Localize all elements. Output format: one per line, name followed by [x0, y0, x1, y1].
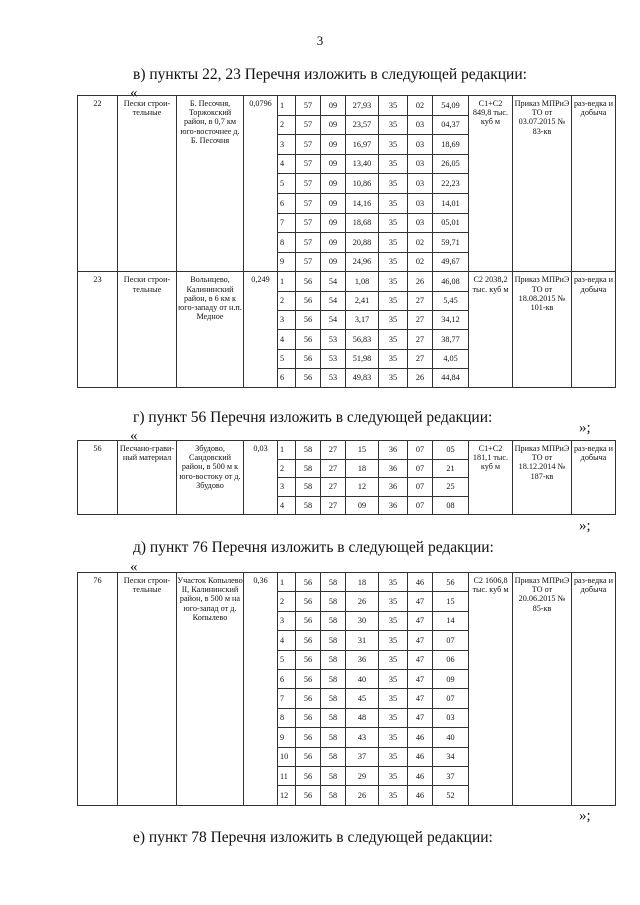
point-number-cell: 2: [278, 115, 296, 135]
lon-min-cell: 27: [408, 330, 433, 349]
section-heading-g: г) пункт 56 Перечня изложить в следующей редакции:: [133, 409, 493, 426]
lon-deg-cell: 35: [379, 330, 408, 349]
lat-min-cell: 58: [321, 631, 346, 650]
lat-min-cell: 58: [321, 650, 346, 669]
section-heading-d: д) пункт 76 Перечня изложить в следующей редакции:: [133, 539, 494, 556]
lon-deg-cell: 35: [379, 272, 408, 291]
lat-deg-cell: 56: [296, 728, 321, 747]
lon-min-cell: 07: [408, 459, 433, 478]
lon-min-cell: 46: [408, 747, 433, 766]
lon-min-cell: 27: [408, 349, 433, 368]
lat-deg-cell: 56: [296, 310, 321, 329]
lon-min-cell: 47: [408, 650, 433, 669]
lat-deg-cell: 56: [296, 650, 321, 669]
lat-sec-cell: 27,93: [346, 96, 379, 116]
lat-min-cell: 09: [321, 193, 346, 213]
point-number-cell: 3: [278, 478, 296, 497]
lat-sec-cell: 15: [346, 441, 379, 460]
entry-number-cell: 23: [78, 272, 118, 388]
lon-sec-cell: 06: [433, 650, 469, 669]
lat-sec-cell: 13,40: [346, 154, 379, 174]
point-number-cell: 1: [278, 441, 296, 460]
lon-sec-cell: 52: [433, 786, 469, 805]
lon-deg-cell: 35: [379, 233, 408, 253]
lon-sec-cell: 07: [433, 689, 469, 708]
lon-min-cell: 03: [408, 174, 433, 194]
table-section-v: [77, 95, 616, 388]
lat-sec-cell: 30: [346, 611, 379, 630]
lat-deg-cell: 56: [296, 291, 321, 310]
section-heading-v: в) пункты 22, 23 Перечня изложить в следующей редакции:: [133, 66, 527, 83]
lat-min-cell: 09: [321, 233, 346, 253]
lat-sec-cell: 49,83: [346, 368, 379, 387]
lat-min-cell: 27: [321, 459, 346, 478]
lat-deg-cell: 57: [296, 174, 321, 194]
lat-min-cell: 58: [321, 766, 346, 785]
lon-sec-cell: 05,01: [433, 213, 469, 233]
lat-sec-cell: 26: [346, 592, 379, 611]
point-number-cell: 8: [278, 708, 296, 727]
point-number-cell: 11: [278, 766, 296, 785]
lon-min-cell: 03: [408, 115, 433, 135]
lat-sec-cell: 20,88: [346, 233, 379, 253]
point-number-cell: 4: [278, 496, 296, 515]
lon-min-cell: 03: [408, 154, 433, 174]
lon-sec-cell: 08: [433, 496, 469, 515]
mineral-cell: Пески строи-тельные: [118, 573, 177, 806]
lat-sec-cell: 1,08: [346, 272, 379, 291]
entry-number-cell: 76: [78, 573, 118, 806]
point-number-cell: 6: [278, 368, 296, 387]
lon-sec-cell: 34,12: [433, 310, 469, 329]
order-cell: Приказ МПРиЭ ТО от 03.07.2015 № 83-кв: [513, 96, 572, 272]
lon-deg-cell: 36: [379, 441, 408, 460]
purpose-cell: раз-ведка и добыча: [572, 573, 616, 806]
lat-min-cell: 09: [321, 135, 346, 155]
point-number-cell: 3: [278, 310, 296, 329]
close-quote-d: »;: [579, 808, 591, 824]
lat-sec-cell: 45: [346, 689, 379, 708]
lat-deg-cell: 56: [296, 631, 321, 650]
point-number-cell: 6: [278, 193, 296, 213]
purpose-cell: раз-ведка и добыча: [572, 441, 616, 515]
lon-sec-cell: 22,23: [433, 174, 469, 194]
lat-min-cell: 27: [321, 441, 346, 460]
point-number-cell: 10: [278, 747, 296, 766]
lon-min-cell: 27: [408, 291, 433, 310]
lon-deg-cell: 36: [379, 478, 408, 497]
lon-deg-cell: 35: [379, 135, 408, 155]
point-number-cell: 1: [278, 573, 296, 592]
lat-deg-cell: 57: [296, 135, 321, 155]
entry-56: [78, 441, 616, 515]
purpose-cell: раз-ведка и добыча: [572, 96, 616, 272]
lon-sec-cell: 03: [433, 708, 469, 727]
reserves-cell: С2 2038,2 тыс. куб м: [469, 272, 513, 388]
lat-deg-cell: 58: [296, 478, 321, 497]
point-number-cell: 7: [278, 689, 296, 708]
lat-sec-cell: 51,98: [346, 349, 379, 368]
point-number-cell: 1: [278, 272, 296, 291]
lon-sec-cell: 49,67: [433, 252, 469, 272]
lat-min-cell: 54: [321, 272, 346, 291]
entry-number-cell: 56: [78, 441, 118, 515]
lon-min-cell: 26: [408, 368, 433, 387]
lat-deg-cell: 56: [296, 689, 321, 708]
lon-deg-cell: 35: [379, 252, 408, 272]
lon-sec-cell: 21: [433, 459, 469, 478]
lon-min-cell: 02: [408, 96, 433, 116]
lat-min-cell: 58: [321, 669, 346, 688]
lon-sec-cell: 54,09: [433, 96, 469, 116]
lat-min-cell: 58: [321, 708, 346, 727]
close-quote-g: »;: [579, 518, 591, 534]
point-number-cell: 3: [278, 611, 296, 630]
lon-deg-cell: 35: [379, 708, 408, 727]
entry-number-cell: 22: [78, 96, 118, 272]
location-cell: Б. Песочня, Торжокский район, в 0,7 км юго-восточнее д. Б. Песочня: [177, 96, 244, 272]
lat-min-cell: 54: [321, 291, 346, 310]
lat-sec-cell: 26: [346, 786, 379, 805]
lat-sec-cell: 18,68: [346, 213, 379, 233]
mineral-cell: Пески строи-тельные: [118, 272, 177, 388]
lat-min-cell: 58: [321, 747, 346, 766]
lat-deg-cell: 56: [296, 708, 321, 727]
lon-sec-cell: 14: [433, 611, 469, 630]
mineral-cell: Пески строи-тельные: [118, 96, 177, 272]
lat-min-cell: 09: [321, 213, 346, 233]
lat-deg-cell: 57: [296, 233, 321, 253]
lon-min-cell: 27: [408, 310, 433, 329]
lat-sec-cell: 16,97: [346, 135, 379, 155]
reserves-cell: С1+С2 181,1 тыс. куб м: [469, 441, 513, 515]
lat-min-cell: 58: [321, 786, 346, 805]
lat-sec-cell: 18: [346, 573, 379, 592]
lat-deg-cell: 56: [296, 573, 321, 592]
lon-sec-cell: 15: [433, 592, 469, 611]
location-cell: Збудово, Сандовский район, в 500 м к юго-востоку от д. Збудово: [177, 441, 244, 515]
lon-deg-cell: 35: [379, 631, 408, 650]
lon-deg-cell: 35: [379, 115, 408, 135]
lon-deg-cell: 35: [379, 154, 408, 174]
point-number-cell: 2: [278, 459, 296, 478]
point-number-cell: 4: [278, 154, 296, 174]
lon-sec-cell: 34: [433, 747, 469, 766]
reserves-cell: С1+С2 849,8 тыс. куб м: [469, 96, 513, 272]
table-row: [78, 272, 616, 291]
lat-sec-cell: 36: [346, 650, 379, 669]
reserves-cell: С2 1606,8 тыс. куб м: [469, 573, 513, 806]
lon-sec-cell: 26,05: [433, 154, 469, 174]
order-cell: Приказ МПРиЭ ТО от 20.06.2015 № 85-кв: [513, 573, 572, 806]
lat-min-cell: 58: [321, 573, 346, 592]
open-quote-d: «: [130, 559, 138, 575]
lon-sec-cell: 59,71: [433, 233, 469, 253]
point-number-cell: 5: [278, 650, 296, 669]
lat-sec-cell: 23,57: [346, 115, 379, 135]
point-number-cell: 9: [278, 728, 296, 747]
point-number-cell: 7: [278, 213, 296, 233]
location-cell: Участок Копылево II, Калининский район, в 500 м на юго-запад от д. Копылево: [177, 573, 244, 806]
entry-23: [78, 272, 616, 388]
location-cell: Вольнцево, Калининский район, в 6 км к юго-западу от н.п. Медное: [177, 272, 244, 388]
entry-76: [78, 573, 616, 806]
lon-deg-cell: 35: [379, 728, 408, 747]
lon-sec-cell: 40: [433, 728, 469, 747]
point-number-cell: 3: [278, 135, 296, 155]
lon-min-cell: 03: [408, 193, 433, 213]
lat-min-cell: 09: [321, 252, 346, 272]
lat-sec-cell: 3,17: [346, 310, 379, 329]
lon-deg-cell: 35: [379, 766, 408, 785]
lon-deg-cell: 35: [379, 174, 408, 194]
lon-sec-cell: 18,69: [433, 135, 469, 155]
lon-min-cell: 03: [408, 135, 433, 155]
lon-min-cell: 47: [408, 708, 433, 727]
lon-min-cell: 02: [408, 252, 433, 272]
lat-sec-cell: 29: [346, 766, 379, 785]
area-cell: 0,36: [244, 573, 278, 806]
lon-deg-cell: 35: [379, 291, 408, 310]
lat-deg-cell: 56: [296, 766, 321, 785]
lon-min-cell: 46: [408, 573, 433, 592]
lon-deg-cell: 35: [379, 786, 408, 805]
lon-deg-cell: 36: [379, 496, 408, 515]
lon-deg-cell: 35: [379, 650, 408, 669]
lon-deg-cell: 35: [379, 349, 408, 368]
lon-sec-cell: 09: [433, 669, 469, 688]
lat-deg-cell: 58: [296, 496, 321, 515]
table-row: [78, 96, 616, 116]
lat-deg-cell: 56: [296, 368, 321, 387]
lat-deg-cell: 57: [296, 96, 321, 116]
lat-sec-cell: 12: [346, 478, 379, 497]
lon-deg-cell: 35: [379, 368, 408, 387]
lat-min-cell: 58: [321, 728, 346, 747]
lat-deg-cell: 56: [296, 272, 321, 291]
lat-deg-cell: 56: [296, 611, 321, 630]
lat-deg-cell: 56: [296, 747, 321, 766]
lat-min-cell: 53: [321, 368, 346, 387]
lat-min-cell: 09: [321, 154, 346, 174]
lon-min-cell: 46: [408, 728, 433, 747]
entry-22: [78, 96, 616, 272]
lon-sec-cell: 56: [433, 573, 469, 592]
lon-deg-cell: 36: [379, 459, 408, 478]
lat-deg-cell: 57: [296, 154, 321, 174]
point-number-cell: 2: [278, 291, 296, 310]
lat-deg-cell: 56: [296, 330, 321, 349]
open-quote-g: «: [130, 428, 138, 444]
lon-sec-cell: 14,01: [433, 193, 469, 213]
lon-min-cell: 02: [408, 233, 433, 253]
lon-min-cell: 07: [408, 496, 433, 515]
mineral-cell: Песчано-грави-ный материал: [118, 441, 177, 515]
lon-sec-cell: 5,45: [433, 291, 469, 310]
section-heading-e: е) пункт 78 Перечня изложить в следующей редакции:: [133, 829, 493, 846]
lat-min-cell: 53: [321, 349, 346, 368]
lon-sec-cell: 25: [433, 478, 469, 497]
lat-sec-cell: 10,86: [346, 174, 379, 194]
lon-deg-cell: 35: [379, 611, 408, 630]
lat-deg-cell: 57: [296, 193, 321, 213]
lon-min-cell: 26: [408, 272, 433, 291]
lat-min-cell: 09: [321, 96, 346, 116]
lon-deg-cell: 35: [379, 96, 408, 116]
lat-min-cell: 27: [321, 496, 346, 515]
lat-deg-cell: 57: [296, 115, 321, 135]
lat-min-cell: 58: [321, 592, 346, 611]
lon-min-cell: 47: [408, 669, 433, 688]
order-cell: Приказ МПРиЭ ТО от 18.08.2015 № 101-кв: [513, 272, 572, 388]
area-cell: 0,03: [244, 441, 278, 515]
lat-deg-cell: 56: [296, 592, 321, 611]
lon-min-cell: 03: [408, 213, 433, 233]
lon-min-cell: 07: [408, 478, 433, 497]
lat-sec-cell: 18: [346, 459, 379, 478]
lat-deg-cell: 57: [296, 252, 321, 272]
lat-min-cell: 54: [321, 310, 346, 329]
point-number-cell: 5: [278, 349, 296, 368]
lat-sec-cell: 37: [346, 747, 379, 766]
lat-min-cell: 53: [321, 330, 346, 349]
purpose-cell: раз-ведка и добыча: [572, 272, 616, 388]
lat-sec-cell: 24,96: [346, 252, 379, 272]
lon-min-cell: 47: [408, 611, 433, 630]
lat-sec-cell: 43: [346, 728, 379, 747]
lat-min-cell: 09: [321, 115, 346, 135]
lat-deg-cell: 56: [296, 669, 321, 688]
open-quote-v: «: [130, 85, 138, 101]
lat-min-cell: 27: [321, 478, 346, 497]
lon-deg-cell: 35: [379, 592, 408, 611]
lon-sec-cell: 46,08: [433, 272, 469, 291]
lon-min-cell: 46: [408, 786, 433, 805]
area-cell: 0,0796: [244, 96, 278, 272]
point-number-cell: 8: [278, 233, 296, 253]
lat-deg-cell: 56: [296, 349, 321, 368]
lat-deg-cell: 57: [296, 213, 321, 233]
point-number-cell: 1: [278, 96, 296, 116]
lat-deg-cell: 56: [296, 786, 321, 805]
table-row: [78, 441, 616, 460]
lon-sec-cell: 07: [433, 631, 469, 650]
lon-deg-cell: 35: [379, 747, 408, 766]
lon-min-cell: 47: [408, 631, 433, 650]
close-quote-v: »;: [579, 420, 591, 436]
point-number-cell: 9: [278, 252, 296, 272]
lat-sec-cell: 56,83: [346, 330, 379, 349]
point-number-cell: 2: [278, 592, 296, 611]
area-cell: 0,249: [244, 272, 278, 388]
lon-sec-cell: 05: [433, 441, 469, 460]
lat-min-cell: 58: [321, 611, 346, 630]
lat-sec-cell: 09: [346, 496, 379, 515]
lon-min-cell: 46: [408, 766, 433, 785]
lat-sec-cell: 48: [346, 708, 379, 727]
lon-min-cell: 47: [408, 592, 433, 611]
lat-min-cell: 09: [321, 174, 346, 194]
point-number-cell: 4: [278, 631, 296, 650]
point-number-cell: 5: [278, 174, 296, 194]
lon-deg-cell: 35: [379, 310, 408, 329]
lat-sec-cell: 40: [346, 669, 379, 688]
lon-deg-cell: 35: [379, 213, 408, 233]
page-number: 3: [316, 33, 324, 48]
point-number-cell: 12: [278, 786, 296, 805]
point-number-cell: 4: [278, 330, 296, 349]
lon-deg-cell: 35: [379, 689, 408, 708]
lon-min-cell: 47: [408, 689, 433, 708]
lat-sec-cell: 14,16: [346, 193, 379, 213]
lat-sec-cell: 2,41: [346, 291, 379, 310]
lon-sec-cell: 4,05: [433, 349, 469, 368]
table-row: [78, 573, 616, 592]
lat-min-cell: 58: [321, 689, 346, 708]
lon-deg-cell: 35: [379, 193, 408, 213]
lon-deg-cell: 35: [379, 573, 408, 592]
lat-sec-cell: 31: [346, 631, 379, 650]
lon-sec-cell: 04,37: [433, 115, 469, 135]
lat-deg-cell: 58: [296, 459, 321, 478]
lon-min-cell: 07: [408, 441, 433, 460]
lon-deg-cell: 35: [379, 669, 408, 688]
lon-sec-cell: 44,84: [433, 368, 469, 387]
lon-sec-cell: 38,77: [433, 330, 469, 349]
lat-deg-cell: 58: [296, 441, 321, 460]
table-section-d: [77, 572, 616, 806]
point-number-cell: 6: [278, 669, 296, 688]
table-section-g: [77, 440, 616, 515]
order-cell: Приказ МПРиЭ ТО от 18.12.2014 № 187-кв: [513, 441, 572, 515]
lon-sec-cell: 37: [433, 766, 469, 785]
